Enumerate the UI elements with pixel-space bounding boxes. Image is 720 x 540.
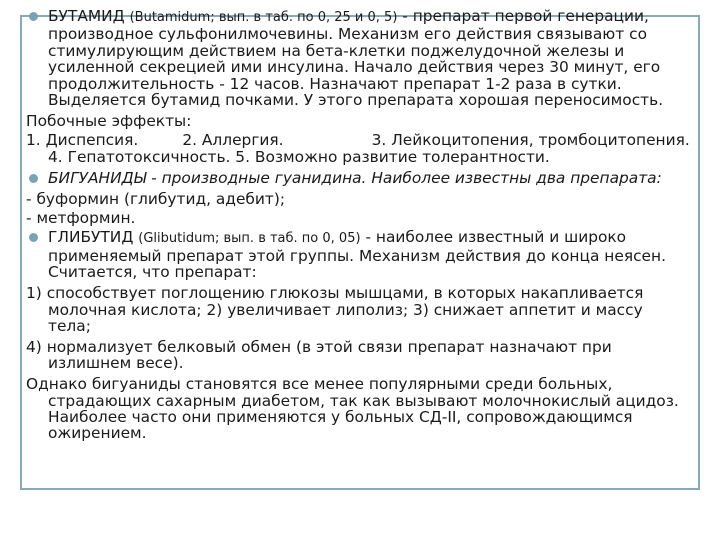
list-item-buformin: - буформин (глибутид, адебит); <box>26 189 286 208</box>
paragraph-biguanides <box>26 170 690 186</box>
butamid-latin: (Butamidum; вып. в таб. по 0, 25 и 0, 5) <box>129 10 398 25</box>
side-effect-1: 1. Диспепсия. <box>26 131 139 150</box>
slide-content <box>26 8 690 446</box>
bullet-icon <box>29 233 38 242</box>
biguanides-text: БИГУАНИДЫ - производные гуанидина. Наиболее известны два препарата: <box>48 168 662 187</box>
conclusion-text: Однако бигуаниды становятся все менее популярными среди больных, страдающих сахарным диабетом, так как вызывают молочнокислый ацидоз. Наиболее часто они применяются у больных СД-II, сопровождающимся ожирением. <box>26 375 679 443</box>
side-effect-3: 3. Лейкоцитопения, <box>371 131 534 150</box>
glibutid-latin: (Glibutidum; вып. в таб. по 0, 05) <box>138 231 361 247</box>
list-item-metformin: - метформин. <box>26 208 136 227</box>
side-effects-title: Побочные эффекты: <box>26 111 192 130</box>
paragraph-glibutid <box>26 229 690 280</box>
butamid-text: - препарат первой генерации, производное сульфонилмочевины. Механизм его действия связывают со стимулирующим действием на бета-клетки поджелудочной железы и усиленной секрецией ими инсулина. Начало действия через 30 минут, его продолжительность - 12 часов. Назначают препарат 1-2 раза в сутки. Выделяется бутамид почками. У этого препарата хорошая переносимость. <box>48 7 664 110</box>
paragraph-butamid <box>26 8 690 108</box>
effects-list-2: 4) нормализует белковый обмен (в этой связи препарат назначают при излишнем весе). <box>26 337 612 373</box>
side-effects-list <box>26 132 690 165</box>
side-effects-continued: тромбоцитопения. 4. Гепатотоксичность. 5. Возможно развитие толерантности. <box>48 131 690 166</box>
effects-list-1: 1) способствует поглощению глюкозы мышцами, в которых накапливается молочная кислота; 2) увеличивает липолиз; 3) снижает аппетит и массу тела; <box>26 284 644 335</box>
side-effect-2: 2. Аллергия. <box>182 131 284 150</box>
glibutid-heading: ГЛИБУТИД <box>48 228 134 247</box>
bullet-icon <box>29 12 38 21</box>
butamid-heading: БУТАМИД <box>48 7 125 25</box>
bullet-icon <box>29 174 38 183</box>
glibutid-text: - наиболее известный и широко применяемый препарат этой группы. Механизм действия до конца неясен. Считается, что препарат: <box>48 228 666 282</box>
